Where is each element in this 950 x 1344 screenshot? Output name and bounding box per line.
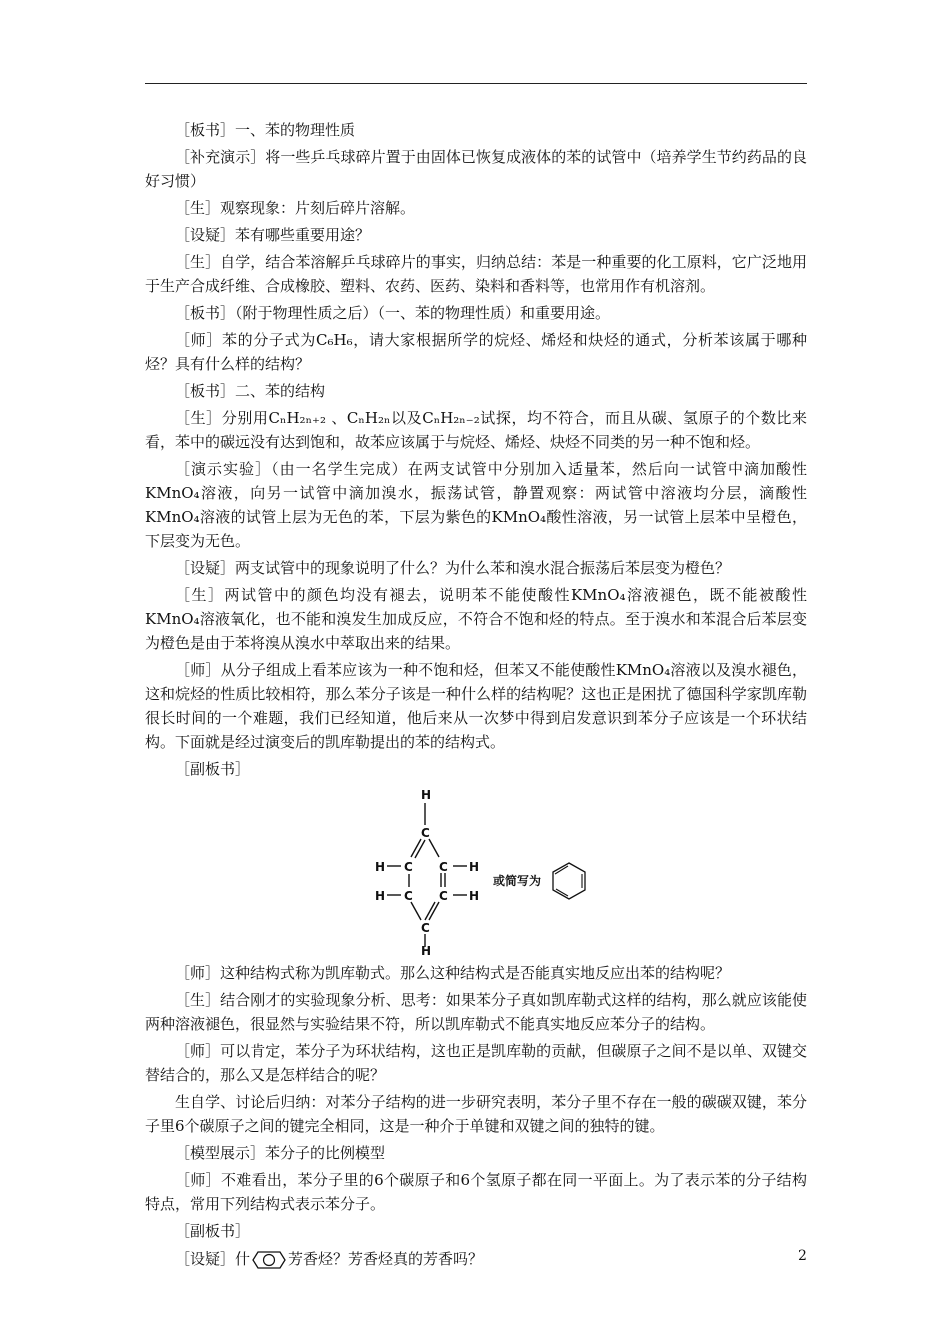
paragraph: ［设疑］两支试管中的现象说明了什么？为什么苯和溴水混合振荡后苯层变为橙色？ [175, 559, 731, 577]
paragraph: ［补充演示］将一些乒乓球碎片置于由固体已恢复成液体的苯的试管中（培养学生节约药品的良好习惯） [145, 148, 807, 190]
atom-h-lower-right: H [469, 889, 480, 903]
benzene-structure-diagram [373, 785, 603, 955]
paragraph: ［师］可以肯定，苯分子为环状结构，这也正是凯库勒的贡献，但碳原子之间不是以单、双键交替结合的，那么又是怎样结合的呢？ [145, 1042, 807, 1084]
paragraph: ［生］自学，结合苯溶解乒乓球碎片的事实，归纳总结：苯是一种重要的化工原料，它广泛地用于生产合成纤维、合成橡胶、塑料、农药、医药、染料和香料等，也常用作有机溶剂。 [145, 253, 807, 295]
paragraph: ［生］两试管中的颜色均没有褪去，说明苯不能使酸性KMnO₄溶液褪色，既不能被酸性KMnO₄溶液氧化，也不能和溴发生加成反应，不符合不饱和烃的特点。至于溴水和苯混合后苯层变为橙色是由于苯将溴从溴水中萃取出来的结果。 [145, 586, 807, 652]
atom-c-lower-left: C [404, 889, 413, 903]
paragraph: ［师］不难看出，苯分子里的6个碳原子和6个氢原子都在同一平面上。为了表示苯的分子结构特点，常用下列结构式表示苯分子。 [145, 1171, 807, 1213]
paragraph: ［板书］一、苯的物理性质 [175, 121, 356, 139]
paragraph: ［副板书］ [175, 1222, 251, 1240]
page-number: 2 [798, 1248, 807, 1264]
atom-c-lower-right: C [439, 889, 448, 903]
atom-c-top: C [421, 826, 430, 840]
paragraph: ［演示实验］（由一名学生完成）在两支试管中分别加入适量苯，然后向一试管中滴加酸性KMnO₄溶液，向另一试管中滴加溴水，振荡试管，静置观察：两试管中溶液均分层，滴酸性KMnO₄溶液的试管上层为无色的苯，下层为紫色的KMnO₄酸性溶液，另一试管上层苯中呈橙色，下层变为无色。 [145, 460, 807, 550]
paragraph: ［板书］二、苯的结构 [175, 382, 326, 400]
figure-caption: 或简写为 [493, 874, 542, 888]
document-body [145, 118, 807, 1277]
paragraph: ［设疑］苯有哪些重要用途？ [175, 226, 371, 244]
question-prefix: ［设疑］什 [175, 1250, 251, 1268]
paragraph: ［师］从分子组成上看苯应该为一种不饱和烃，但苯又不能使酸性KMnO₄溶液以及溴水褪色，这和烷烃的性质比较相符，那么苯分子该是一种什么样的结构呢？这也正是困扰了德国科学家凯库勒很长时间的一个难题，我们已经知道，他后来从一次梦中得到启发意识到苯分子应该是一个环状结构。下面就是经过演变后的凯库勒提出的苯的结构式。 [145, 661, 807, 751]
atom-h-bottom: H [421, 944, 432, 955]
paragraph: ［板书］（附于物理性质之后）（一、苯的物理性质）和重要用途。 [175, 304, 611, 322]
paragraph: ［生］结合刚才的实验现象分析、思考：如果苯分子真如凯库勒式这样的结构，那么就应该能使两种溶液褪色，很显然与实验结果不符，所以凯库勒式不能真实地反应苯分子的结构。 [145, 991, 807, 1033]
paragraph-with-benzene [145, 1246, 807, 1274]
benzene-ring-icon [252, 1246, 286, 1274]
atom-h-lower-left: H [375, 889, 386, 903]
paragraph: ［师］苯的分子式为C₆H₆，请大家根据所学的烷烃、烯烃和炔烃的通式，分析苯该属于哪种烃？具有什么样的结构？ [145, 331, 807, 373]
atom-c-bottom: C [421, 921, 430, 935]
paragraph: ［生］观察现象：片刻后碎片溶解。 [175, 199, 416, 217]
paragraph: ［师］这种结构式称为凯库勒式。那么这种结构式是否能真实地反应出苯的结构呢？ [175, 964, 731, 982]
header-rule [145, 83, 807, 84]
atom-h-upper-right: H [469, 860, 480, 874]
paragraph: ［模型展示］苯分子的比例模型 [175, 1144, 386, 1162]
paragraph: 生自学、讨论后归纳：对苯分子结构的进一步研究表明，苯分子里不存在一般的碳碳双键，苯分子里6个碳原子之间的键完全相同，这是一种介于单键和双键之间的独特的键。 [145, 1093, 807, 1135]
atom-c-upper-right: C [439, 860, 448, 874]
paragraph: ［副板书］ [175, 760, 251, 778]
benzene-hexagon-icon [553, 863, 585, 899]
atom-h-top: H [421, 788, 432, 802]
paragraph: ［生］分别用CₙH₂ₙ₊₂ 、CₙH₂ₙ以及CₙH₂ₙ₋₂试探，均不符合，而且从碳、氢原子的个数比来看，苯中的碳远没有达到饱和，故苯应该属于与烷烃、烯烃、炔烃不同类的另一种不饱和烃。 [145, 409, 807, 451]
atom-c-upper-left: C [404, 860, 413, 874]
atom-h-upper-left: H [375, 860, 386, 874]
kekule-structure-figure [145, 785, 807, 961]
question-suffix: 芳香烃？芳香烃真的芳香吗？ [288, 1250, 484, 1268]
